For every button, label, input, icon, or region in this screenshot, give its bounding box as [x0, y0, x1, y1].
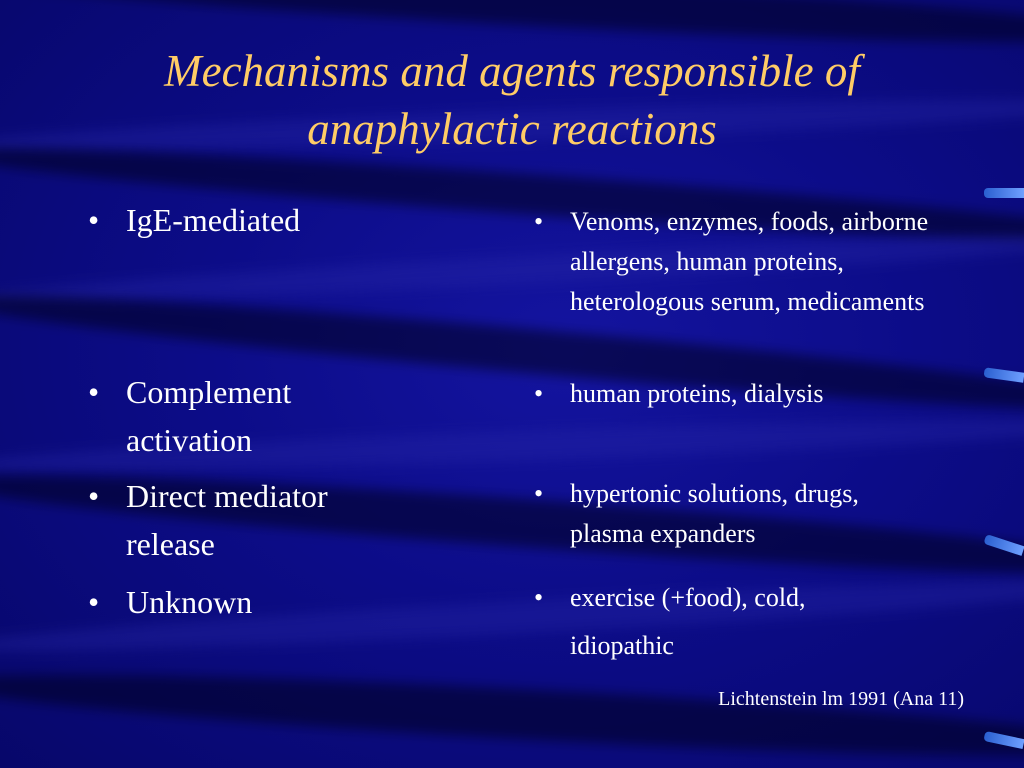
- accent-dash: [984, 188, 1024, 198]
- bullet-icon: •: [534, 479, 544, 508]
- mechanism-label: Complement activation: [126, 374, 292, 458]
- mechanism-label: Unknown: [126, 584, 253, 620]
- bullet-icon: •: [534, 583, 544, 612]
- list-item: [88, 472, 396, 568]
- agent-label: human proteins, dialysis: [570, 379, 824, 408]
- background-streak: [0, 659, 1024, 768]
- list-item: [534, 202, 930, 322]
- bullet-icon: •: [88, 584, 100, 620]
- bullet-icon: •: [534, 379, 544, 408]
- list-item: [534, 474, 920, 554]
- bullet-icon: •: [534, 207, 544, 236]
- list-item: [534, 374, 950, 414]
- bullet-icon: •: [88, 478, 100, 514]
- list-item: [88, 196, 426, 244]
- mechanisms-list: [88, 196, 448, 636]
- agents-list: [534, 202, 954, 672]
- agent-label: hypertonic solutions, drugs, plasma expanders: [570, 479, 859, 548]
- list-item: [88, 368, 366, 464]
- bullet-icon: •: [88, 202, 100, 238]
- agent-label: Venoms, enzymes, foods, airborne allergens, human proteins, heterologous serum, medicaments: [570, 207, 929, 316]
- list-item: [534, 574, 900, 670]
- list-item: [88, 578, 426, 626]
- mechanism-label: Direct mediator release: [126, 478, 328, 562]
- slide-title: Mechanisms and agents responsible of anaphylactic reactions: [164, 46, 860, 154]
- citation: Lichtenstein lm 1991 (Ana 11): [718, 688, 964, 710]
- agent-label: exercise (+food), cold, idiopathic: [570, 583, 806, 660]
- mechanism-label: IgE-mediated: [126, 202, 301, 238]
- bullet-icon: •: [88, 374, 100, 410]
